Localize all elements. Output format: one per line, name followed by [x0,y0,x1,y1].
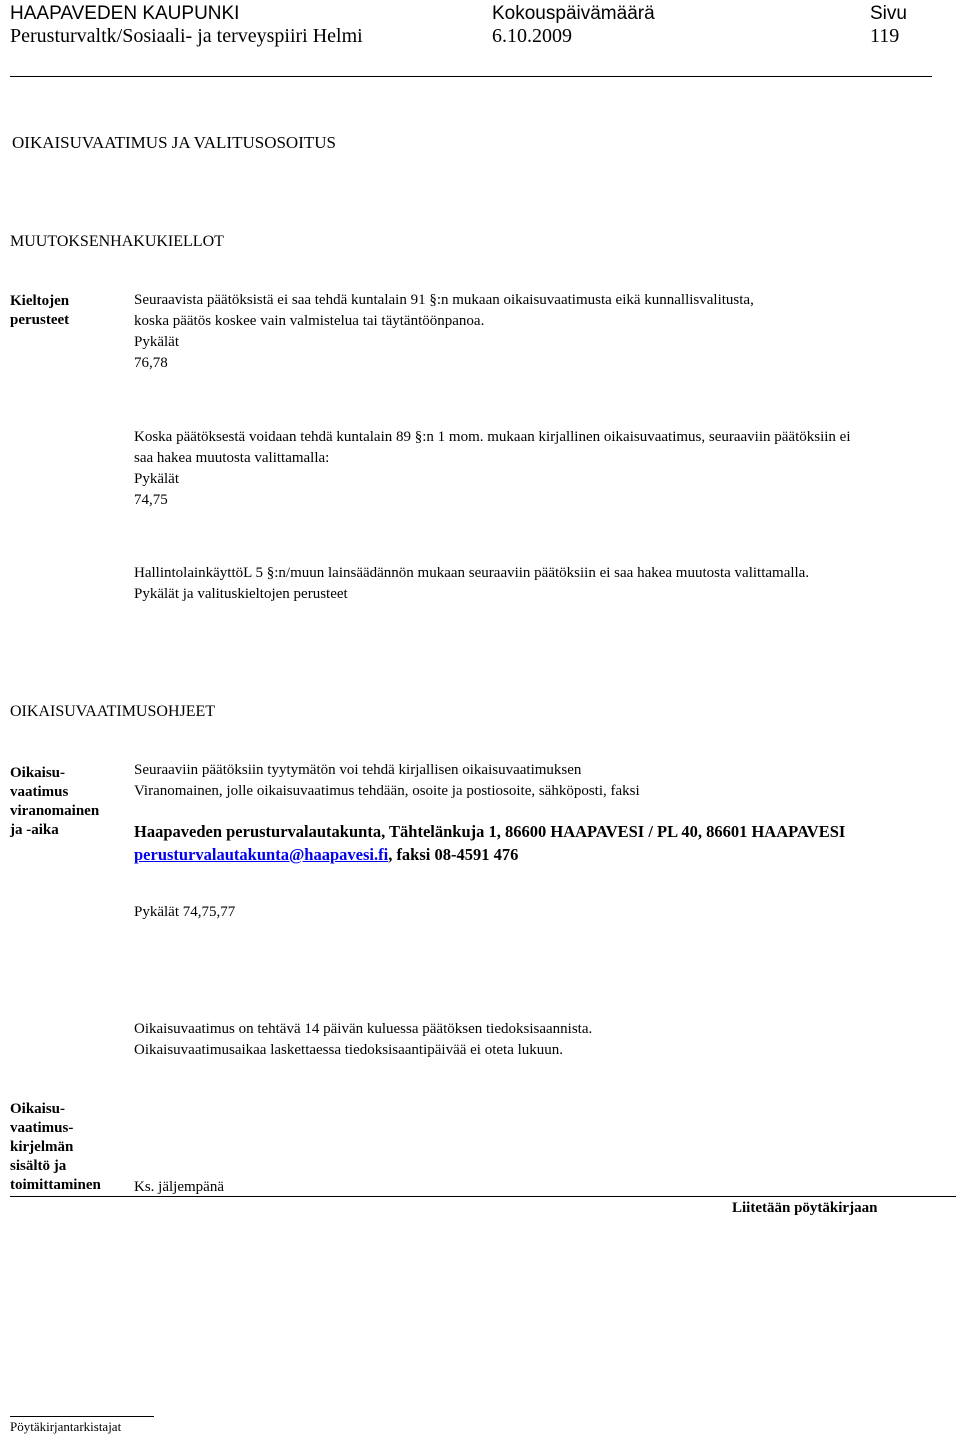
department-name: Perusturvaltk/Sosiaali- ja terveyspiiri Helmi [10,25,363,47]
footer-divider [10,1416,154,1417]
footer-label: Pöytäkirjantarkistajat [10,1419,122,1434]
pykalat-list: Pykälät 74,75,77 [134,904,236,920]
side-label-viranomainen: Oikaisu- vaatimus viranomainen ja -aika [10,765,100,838]
paragraph-deadline: Oikaisuvaatimus on tehtävä 14 päivän kuluessa päätöksen tiedoksisaannista. Oikaisuvaatimusaikaa laskettaessa tiedoksisaantipäivää ei oteta lukuun. [134,1021,593,1058]
paragraph-hallintolainkaytto: HallintolainkäyttöL 5 §:n/muun lainsäädännön mukaan seuraaviin päätöksiin ei saa hakea muutosta valittamalla. Pykälät ja valituskieltojen perusteet [134,565,810,602]
date-label: Kokouspäivämäärä [492,3,655,24]
org-name: HAAPAVEDEN KAUPUNKI [10,3,240,24]
email-link[interactable]: perusturvalautakunta@haapavesi.fi [134,845,389,864]
side-label-kieltojen-perusteet: Kieltojen perusteet [10,293,70,328]
paragraph-viranomainen: Seuraaviin päätöksiin tyytymätön voi tehdä kirjallisen oikaisuvaatimuksen Viranomainen, jolle oikaisuvaatimus tehdään, osoite ja postiosoite, sähköposti, faksi [134,762,640,799]
side-label-kirjelman-sisalto: Oikaisu- vaatimus- kirjelmän sisältö ja toimittaminen [10,1101,101,1193]
fax-number: , faksi 08-4591 476 [388,845,519,864]
date-value: 6.10.2009 [492,25,572,47]
page-number: 119 [870,25,900,47]
attached-note: Liitetään pöytäkirjaan [732,1200,878,1216]
see-below-text: Ks. jäljempänä [134,1179,224,1195]
authority-address: Haapaveden perusturvalautakunta, Tähtelänkuja 1, 86600 HAAPAVESI / PL 40, 86601 HAAPAVESI perusturvalautakunta@haapavesi.fi, faksi 08-4591 476 [134,822,846,864]
page-label: Sivu [870,3,907,24]
header-divider [10,76,932,77]
section-heading-muutoksenhakukiellot: MUUTOKSENHAKUKIELLOT [10,233,224,250]
section-heading-oikaisuvaatimusohjeet: OIKAISUVAATIMUSOHJEET [10,703,216,720]
paragraph-oikaisuvaatimus: Koska päätöksestä voidaan tehdä kuntalain 89 §:n 1 mom. mukaan kirjallinen oikaisuvaatimus, seuraaviin päätöksiin ei saa hakea muutosta valittamalla: Pykälät 74,75 [134,429,851,508]
section-divider [10,1196,956,1197]
paragraph-valmistelu: Seuraavista päätöksistä ei saa tehdä kuntalain 91 §:n mukaan oikaisuvaatimusta eikä kunnallisvalitusta, koska päätös koskee vain valmistelua tai täytäntöönpanoa. Pykälät 76,78 [134,292,754,371]
page-title: OIKAISUVAATIMUS JA VALITUSOSOITUS [12,133,336,152]
